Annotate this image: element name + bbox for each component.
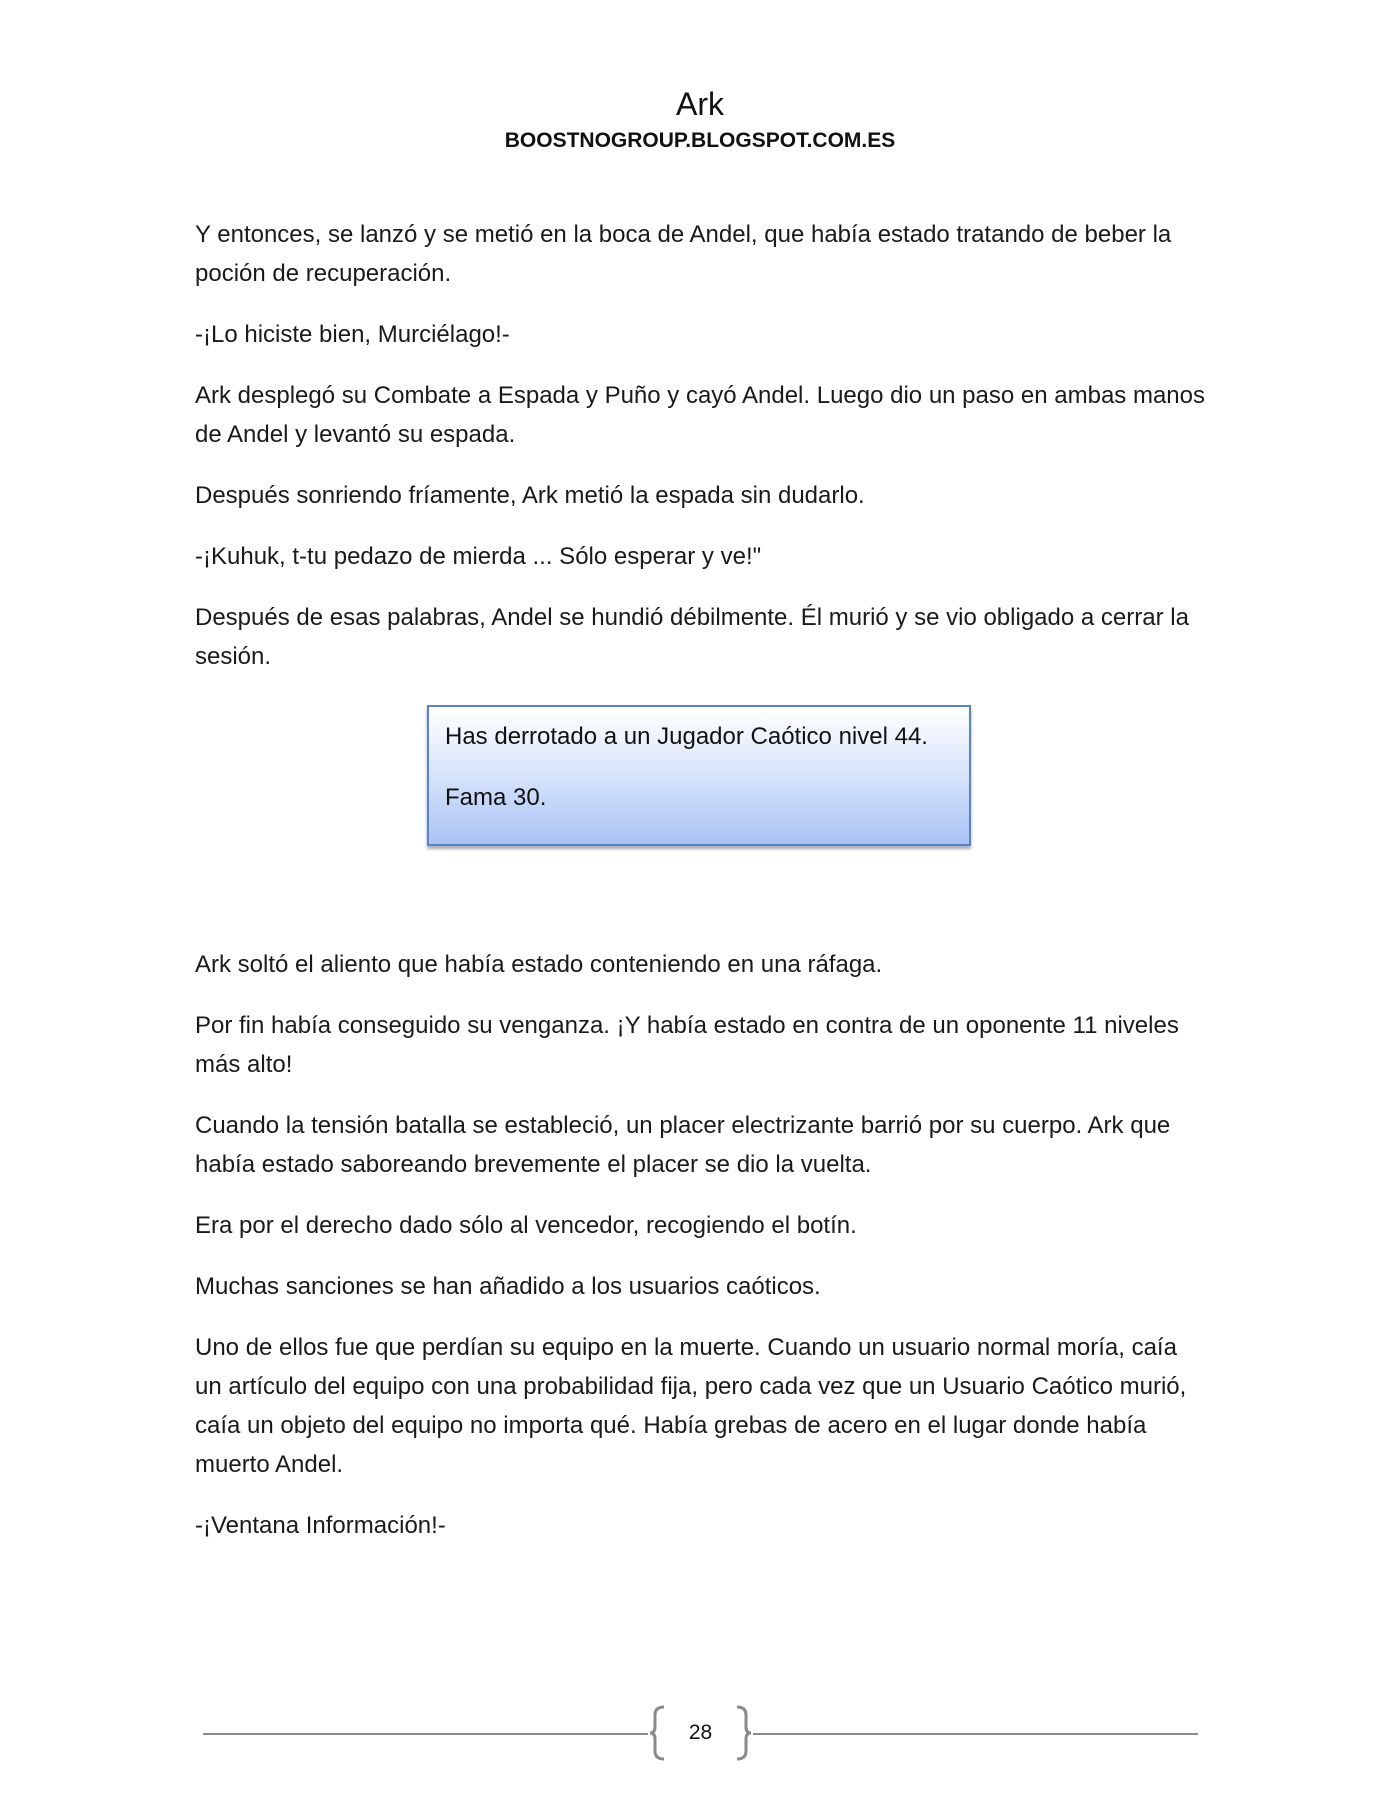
system-message-line: Fama 30. xyxy=(445,784,547,811)
body-text-bottom xyxy=(195,945,1205,1567)
body-text-top xyxy=(195,215,1205,698)
system-message-box xyxy=(427,705,971,846)
paragraph: Muchas sanciones se han añadido a los usuarios caóticos. xyxy=(195,1273,821,1300)
paragraph: Ark soltó el aliento que había estado conteniendo en una ráfaga. xyxy=(195,951,883,978)
paragraph: Era por el derecho dado sólo al vencedor, recogiendo el botín. xyxy=(195,1212,857,1239)
paragraph: Ark desplegó su Combate a Espada y Puño y cayó Andel. Luego dio un paso en ambas manos de Andel y levantó su espada. xyxy=(195,382,1205,448)
left-brace-icon xyxy=(648,1705,668,1761)
paragraph: -¡Ventana Información!- xyxy=(195,1512,446,1539)
paragraph: Uno de ellos fue que perdían su equipo en la muerte. Cuando un usuario normal moría, caía un artículo del equipo con una probabilidad fija, pero cada vez que un Usuario Caótico murió, caía un objeto del equipo no importa qué. Había grebas de acero en el lugar donde había muerto Andel. xyxy=(195,1334,1187,1478)
footer-rule-right xyxy=(753,1733,1198,1735)
paragraph: Y entonces, se lanzó y se metió en la boca de Andel, que había estado tratando de beber la poción de recuperación. xyxy=(195,221,1172,287)
system-message-line: Has derrotado a un Jugador Caótico nivel 44. xyxy=(445,723,928,750)
paragraph: Cuando la tensión batalla se estableció, un placer electrizante barrió por su cuerpo. Ark que había estado saboreando brevemente el placer se dio la vuelta. xyxy=(195,1112,1171,1178)
page-number: 28 xyxy=(688,1721,713,1744)
paragraph: Por fin había conseguido su venganza. ¡Y había estado en contra de un oponente 11 niveles más alto! xyxy=(195,1012,1179,1078)
footer-rule-left xyxy=(203,1733,648,1735)
header-subtitle: BOOSTNOGROUP.BLOGSPOT.COM.ES xyxy=(504,129,896,152)
header-title: Ark xyxy=(676,86,724,122)
page-header xyxy=(0,84,1400,156)
page-footer xyxy=(203,1705,1198,1761)
paragraph: -¡Kuhuk, t-tu pedazo de mierda ... Sólo esperar y ve!" xyxy=(195,543,762,570)
paragraph: Después de esas palabras, Andel se hundió débilmente. Él murió y se vio obligado a cerrar la sesión. xyxy=(195,604,1189,670)
paragraph: Después sonriendo fríamente, Ark metió la espada sin dudarlo. xyxy=(195,482,865,509)
right-brace-icon xyxy=(733,1705,753,1761)
paragraph: -¡Lo hiciste bien, Murciélago!- xyxy=(195,321,510,348)
